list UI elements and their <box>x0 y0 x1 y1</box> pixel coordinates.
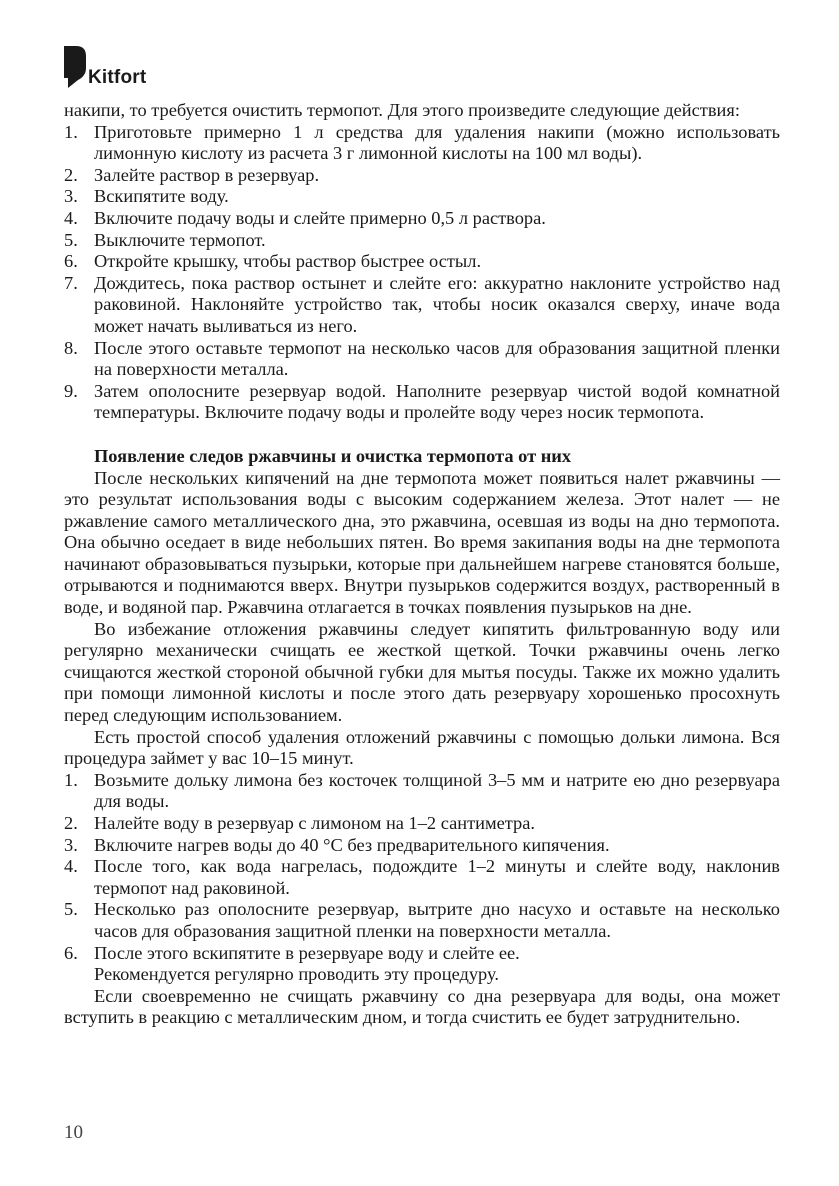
paragraph: Во избежание отложения ржавчины следует кипятить фильтрованную воду или регулярно механически счищать ее жесткой щеткой. Точки ржавчины очень легко счищаются жесткой стороной обычной губки для мытья посуды. Также их можно удалить при помощи лимонной кислоты и после этого дать резервуару хорошенько просохнуть перед следующим использованием. <box>64 618 780 726</box>
list-item: 5. Несколько раз ополосните резервуар, вытрите дно насухо и оставьте на несколько часов для образования защитной пленки на поверхности металла. <box>64 899 780 941</box>
list-item: 7. Дождитесь, пока раствор остынет и слейте его: аккуратно наклоните устройство над раковиной. Наклоняйте устройство так, чтобы носик оказался сверху, иначе вода может начать выливаться из него. <box>64 272 780 336</box>
section-spacer <box>64 424 780 446</box>
paragraph: Если своевременно не счищать ржавчину со дна резервуара для воды, она может вступить в реакцию с металлическим дном, и тогда счистить ее будет затруднительно. <box>64 985 780 1028</box>
list-item: 8. После этого оставьте термопот на несколько часов для образования защитной пленки на поверхности металла. <box>64 337 780 380</box>
document-body <box>64 100 780 1029</box>
list-item: 3. Вскипятите воду. <box>64 186 229 207</box>
brand-name: Kitfort <box>88 67 147 88</box>
section2-steps <box>64 770 780 964</box>
list-item: 1. Возьмите дольку лимона без косточек толщиной 3–5 мм и натрите ею дно резервуара для воды. <box>64 769 780 812</box>
paragraph: Рекомендуется регулярно проводить эту процедуру. <box>94 964 499 985</box>
list-item: 2. Залейте раствор в резервуар. <box>64 164 320 185</box>
list-item: 5. Выключите термопот. <box>64 229 266 250</box>
list-item: 6. Откройте крышку, чтобы раствор быстрее остыл. <box>64 251 482 272</box>
list-item: 2. Налейте воду в резервуар с лимоном на 1–2 сантиметра. <box>64 813 536 833</box>
paragraph: После нескольких кипячений на дне термопота может появиться налет ржавчины — это результат использования воды с высоким содержанием железа. Этот налет — не ржавление самого металлического дна, это ржавчина, осевшая из воды на дно термопота. Она обычно оседает в виде небольших пятен. Во время закипания воды на дне термопота начинают образовываться пузырьки, которые при дальнейшем нагреве становятся больше, отрываются и поднимаются вверх. Внутри пузырьков содержится воздух, растворенный в воде, и водяной пар. Ржавчина отлагается в точках появления пузырьков на дне. <box>64 467 780 618</box>
list-item: 9. Затем ополосните резервуар водой. Наполните резервуар чистой водой комнатной температуры. Включите подачу воды и пролейте воду через носик термопота. <box>64 380 780 423</box>
kitfort-logo-icon <box>64 46 86 88</box>
paragraph: Есть простой способ удаления отложений ржавчины с помощью дольки лимона. Вся процедура займет у вас 10–15 минут. <box>64 726 780 769</box>
list-item: 3. Включите нагрев воды до 40 °С без предварительного кипячения. <box>64 834 610 855</box>
brand-logo <box>64 46 146 88</box>
list-item: 1. Приготовьте примерно 1 л средства для удаления накипи (можно использовать лимонную кислоту из расчета 3 г лимонной кислоты на 100 мл воды). <box>64 121 780 164</box>
section2-heading: Появление следов ржавчины и очистка термопота от них <box>94 445 572 466</box>
section1-intro: накипи, то требуется очистить термопот. Для этого произведите следующие действия: <box>64 100 740 120</box>
list-item: 4. После того, как вода нагрелась, подождите 1–2 минуты и слейте воду, наклонив термопот над раковиной. <box>64 856 780 898</box>
list-item: 4. Включите подачу воды и слейте примерно 0,5 л раствора. <box>64 207 546 228</box>
list-item: 6. После этого вскипятите в резервуаре воду и слейте ее. <box>64 942 520 963</box>
section1-steps <box>64 122 780 424</box>
page-number: 10 <box>64 1122 83 1143</box>
